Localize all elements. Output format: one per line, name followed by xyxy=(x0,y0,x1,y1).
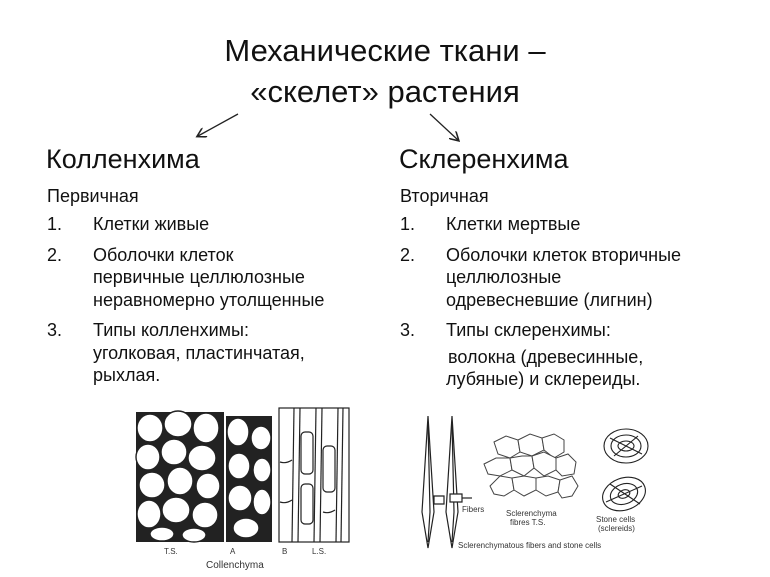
item-text: Оболочки клеток вторичные xyxy=(446,244,682,265)
collenchyma-subheading: Первичная xyxy=(47,186,139,206)
item-text: рыхлая. xyxy=(93,365,161,385)
label-sclereids: (sclereids) xyxy=(598,524,635,533)
label-fibers: Fibers xyxy=(462,505,485,514)
sclerenchyma-illustration xyxy=(414,412,664,572)
collenchyma-heading: Колленхима xyxy=(46,144,200,174)
item-text: неравномерно утолщенные xyxy=(93,289,325,310)
collenchyma-illustration xyxy=(134,402,364,574)
item-text: уголковая, пластинчатая, xyxy=(93,342,305,363)
item-text: целлюлозные xyxy=(446,267,562,287)
label-a: A xyxy=(230,547,236,556)
label-b: B xyxy=(282,547,288,556)
label-sclerenchyma: Sclerenchyma xyxy=(506,509,557,518)
list-item xyxy=(46,213,386,236)
collenchyma-column xyxy=(46,142,386,395)
item-number: 2. xyxy=(400,244,416,265)
collenchyma-ts-cells xyxy=(136,411,224,542)
sclerenchyma-column xyxy=(399,142,744,391)
item-text: Клетки живые xyxy=(93,214,210,234)
label-ls: L.S. xyxy=(312,547,327,556)
title-line-1: Механические ткани – xyxy=(224,33,546,68)
title-line-2: «скелет» растения xyxy=(250,74,520,109)
label-fibres-ts: fibres T.S. xyxy=(510,518,546,527)
types-line: лубяные) и склереиды. xyxy=(446,369,641,389)
collenchyma-list xyxy=(46,213,386,387)
item-number: 2. xyxy=(47,244,63,265)
list-item xyxy=(399,213,744,236)
label-ts: T.S. xyxy=(164,547,178,556)
item-number: 1. xyxy=(400,214,416,234)
item-number: 3. xyxy=(400,320,416,340)
item-text: первичные целлюлозные xyxy=(93,267,305,287)
figure-caption: Collenchyma xyxy=(206,560,264,571)
item-text: Типы склеренхимы: xyxy=(446,320,611,340)
item-text: одревесневшие (лигнин) xyxy=(446,289,653,310)
collenchyma-ls-cells xyxy=(279,408,349,542)
stone-cells-drawing xyxy=(598,429,650,517)
label-stone-cells: Stone cells xyxy=(596,515,636,524)
figure-caption: Sclerenchymatous fibers and stone cells xyxy=(458,541,602,550)
item-number: 3. xyxy=(47,320,63,340)
sclerenchyma-list xyxy=(399,213,744,342)
arrow-right xyxy=(430,114,458,140)
fibers-drawing xyxy=(422,416,472,548)
list-item xyxy=(399,244,744,312)
list-item xyxy=(399,319,744,342)
sclerenchyma-heading: Склеренхима xyxy=(399,144,569,174)
sclerenchyma-types-text xyxy=(399,346,744,391)
arrow-left xyxy=(198,114,238,136)
sclerenchyma-fibres-ts xyxy=(484,434,578,498)
types-line: волокна (древесинные, xyxy=(448,346,644,367)
collenchyma-ts-cells-b xyxy=(226,416,272,542)
item-text: Клетки мертвые xyxy=(446,214,581,234)
item-text: Типы колленхимы: xyxy=(93,320,249,340)
item-number: 1. xyxy=(47,214,63,234)
list-item xyxy=(46,244,386,312)
sclerenchyma-subheading: Вторичная xyxy=(400,186,489,206)
list-item xyxy=(46,319,386,387)
item-text: Оболочки клеток xyxy=(93,244,234,265)
